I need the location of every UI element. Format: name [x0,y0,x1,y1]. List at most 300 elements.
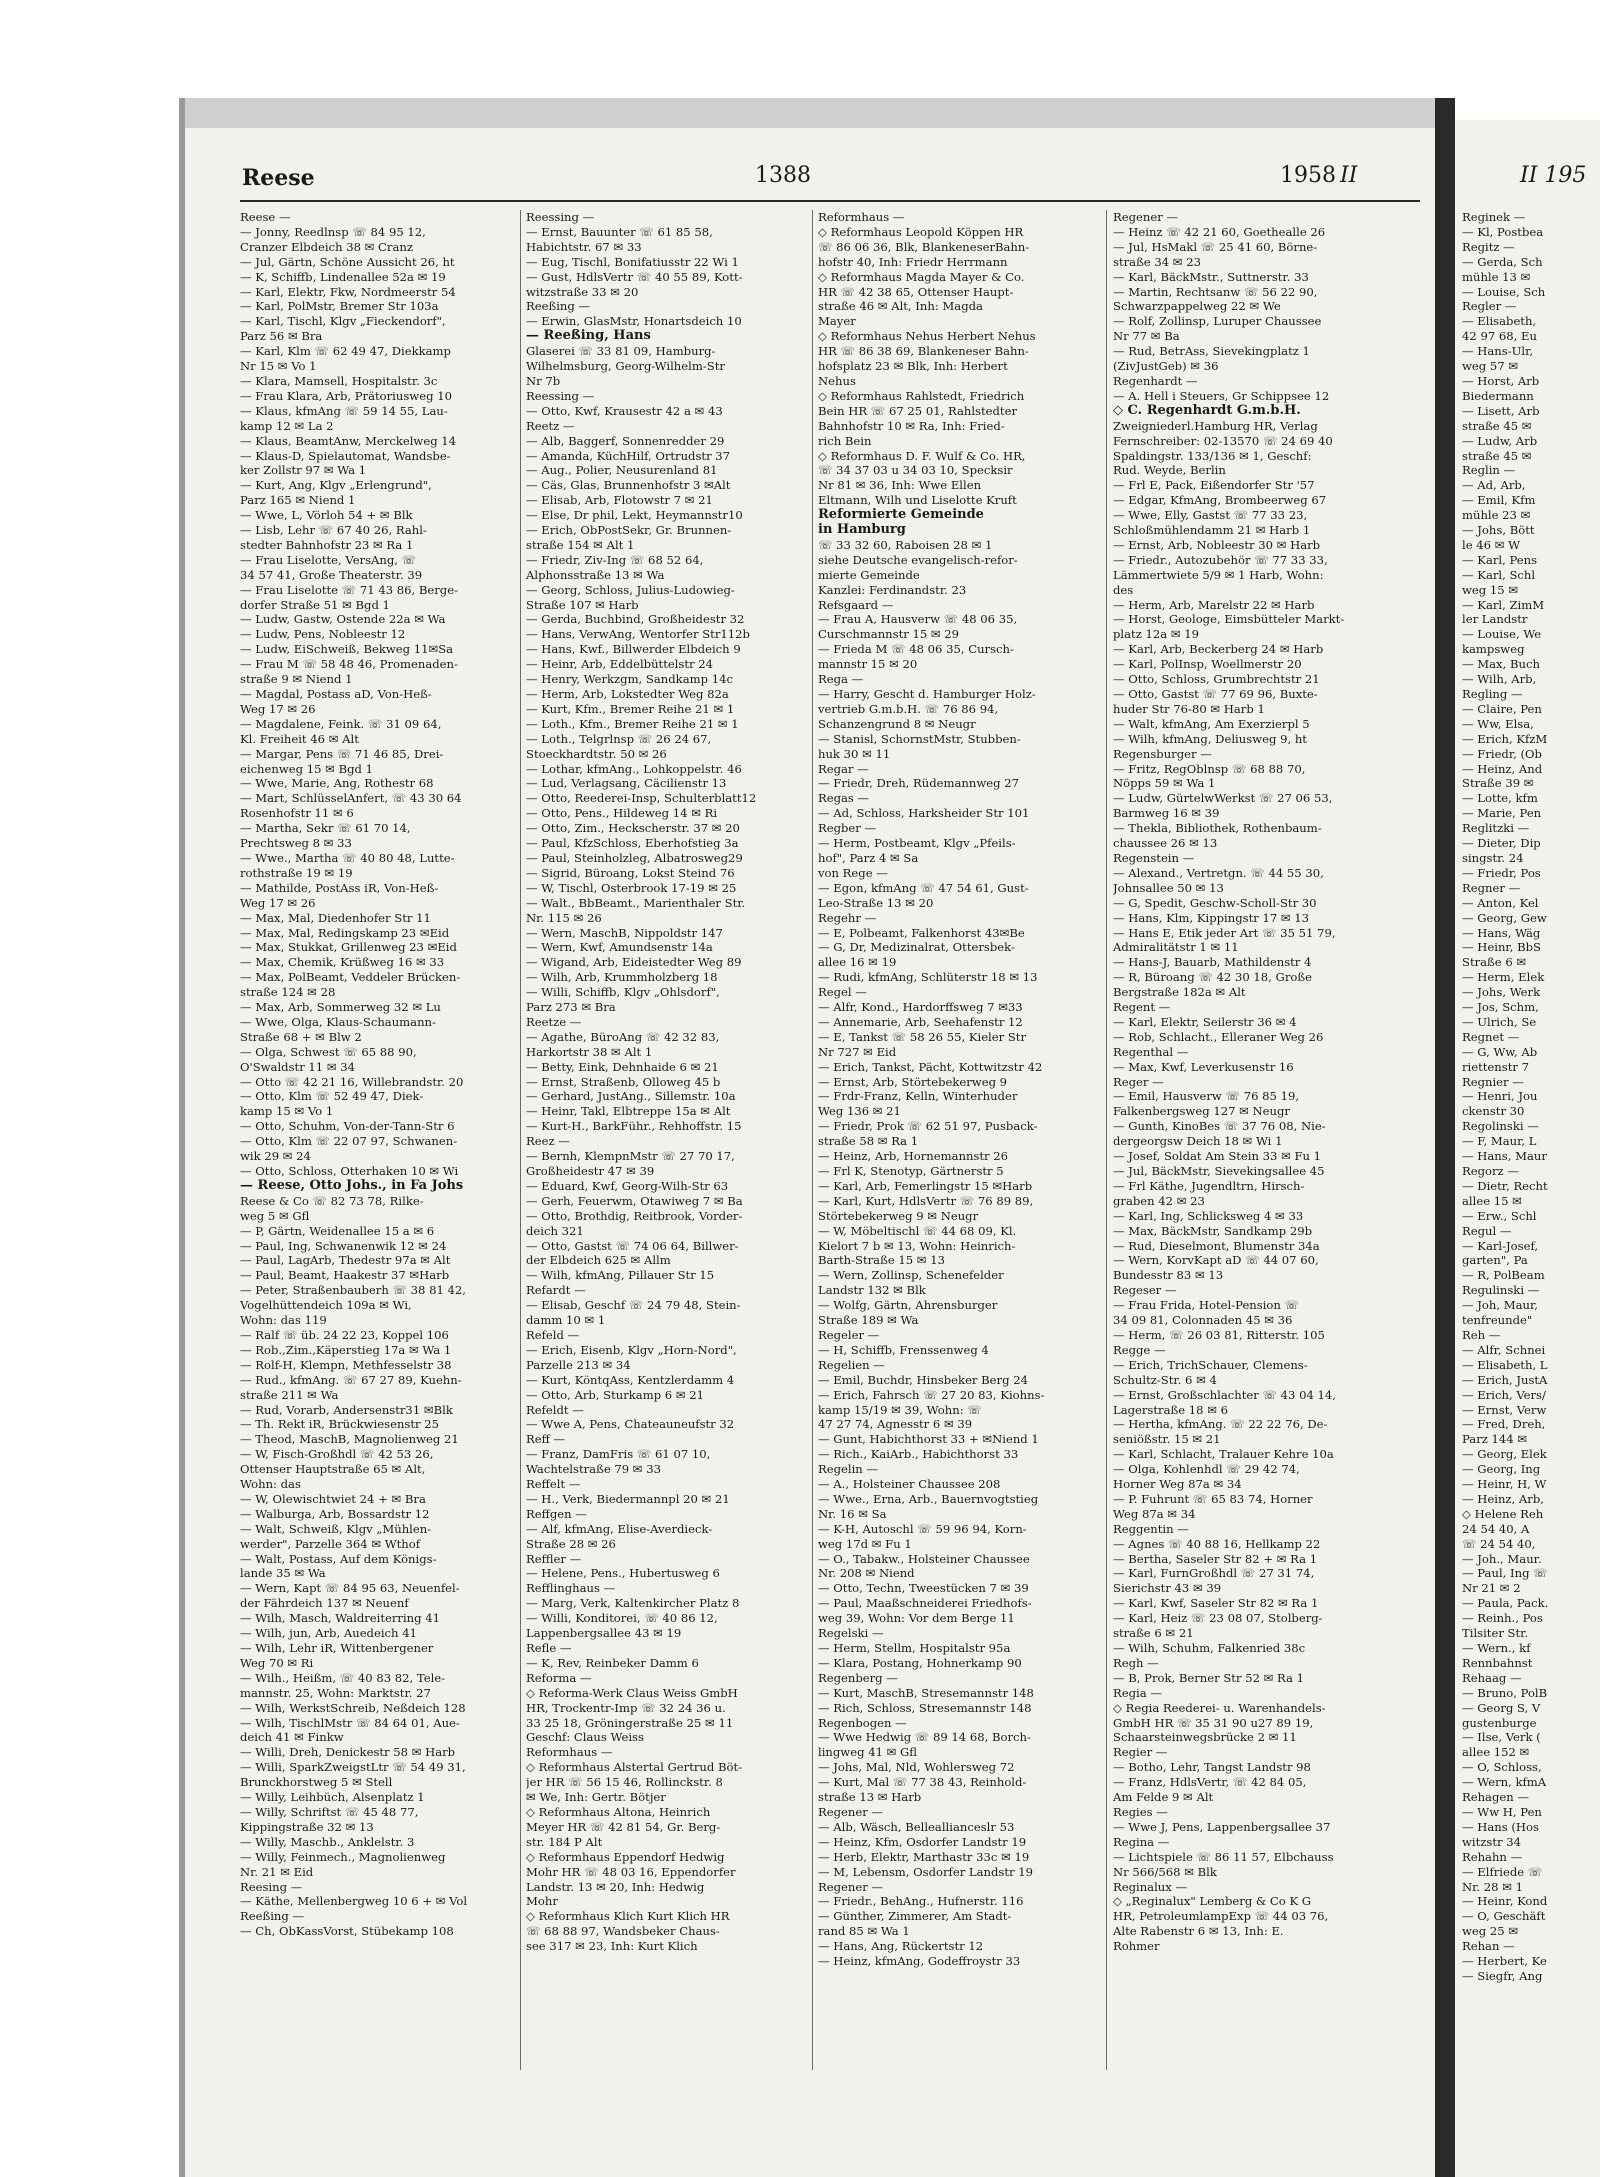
directory-entry-line: — K, Rev, Reinbeker Damm 6 [526,1655,699,1670]
directory-entry-line: — Anton, Kel [1462,895,1539,910]
directory-entry-line: — Gerda, Buchbind, Großheidestr 32 [526,612,745,627]
directory-entry-line: — Alb, Baggerf, Sonnenredder 29 [526,433,725,448]
directory-entry-line: Johnsallee 50 ✉ 13 [1113,880,1224,895]
directory-entry-line: Weg 136 ✉ 21 [818,1104,901,1119]
directory-entry-line: — Otto, Schuhm, Von-der-Tann-Str 6 [240,1119,455,1134]
directory-entry-line: — Friedr, Pos [1462,865,1541,880]
directory-entry-line: witzstraße 33 ✉ 20 [526,284,639,299]
directory-entry-line: — Wwe, Olga, Klaus-Schaumann- [240,1014,436,1029]
directory-entry-line: Refflinghaus — [526,1581,616,1596]
directory-entry-line: Störtebekerweg 9 ✉ Neugr [818,1208,979,1223]
directory-entry-line: — Margar, Pens ☏ 71 46 85, Drei- [240,746,444,761]
directory-entry-line: — Klara, Postang, Hohnerkamp 90 [818,1655,1022,1670]
directory-entry-line: jer HR ☏ 56 15 46, Rollinckstr. 8 [526,1775,723,1790]
directory-entry-line: — Wwe, Elly, Gastst ☏ 77 33 23, [1113,508,1308,523]
directory-entry-line: — Wwe, Marie, Ang, Rothestr 68 [240,776,434,791]
directory-entry-line: — Klara, Mamsell, Hospitalstr. 3c [240,373,438,388]
directory-entry-line: rich Bein [818,433,872,448]
page-gutter [1435,98,1455,2177]
directory-entry-line: Reh — [1462,1327,1501,1342]
directory-entry-line: Straße 107 ✉ Harb [526,597,639,612]
page-number: 1388 [755,163,811,188]
directory-entry-line: mühle 13 ✉ [1462,269,1531,284]
directory-entry-line: — Karl, PolMstr, Bremer Str 103a [240,299,439,314]
directory-entry-line: — Erich, KfzM [1462,731,1548,746]
directory-entry-line: — Karl, FurnGroßhdl ☏ 27 31 74, [1113,1566,1315,1581]
directory-entry-line: — Lisett, Arb [1462,403,1540,418]
directory-entry-line: — Erich, JustA [1462,1372,1548,1387]
directory-entry-line: — Betty, Eink, Dehnhaide 6 ✉ 21 [526,1059,719,1074]
directory-entry-line: Regener — [1113,210,1179,224]
directory-entry-line: — Otto, Klm ☏ 22 07 97, Schwanen- [240,1134,458,1149]
directory-entry-line: — Paul, Beamt, Haakestr 37 ✉Harb [240,1268,450,1283]
directory-entry-line: ☏ 86 06 36, Blk, BlankeneserBahn- [818,239,1030,254]
directory-entry-line: — Emil, Buchdr, Hinsbeker Berg 24 [818,1372,1028,1387]
directory-entry-line: — Loth., Kfm., Bremer Reihe 21 ✉ 1 [526,716,739,731]
directory-entry-line: Harkortstr 38 ✉ Alt 1 [526,1044,653,1059]
directory-entry-line: GmbH HR ☏ 35 31 90 u27 89 19, [1113,1715,1314,1730]
directory-entry-line: Sierichstr 43 ✉ 39 [1113,1581,1222,1596]
directory-entry-line: Parz 144 ✉ [1462,1432,1528,1447]
directory-entry-line: — Erich, TrichSchauer, Clemens- [1113,1357,1308,1372]
directory-entry-line: mannstr 15 ✉ 20 [818,657,918,672]
directory-entry-line: ler Landstr [1462,612,1528,627]
directory-entry-line: Curschmannstr 15 ✉ 29 [818,627,960,642]
directory-entry-line: — Erich, ObPostSekr, Gr. Brunnen- [526,523,732,538]
directory-entry-line: — Rolf, Zollinsp, Luruper Chaussee [1113,314,1322,329]
directory-entry-line: stedter Bahnhofstr 23 ✉ Ra 1 [240,537,414,552]
directory-entry-line: Cranzer Elbdeich 38 ✉ Cranz [240,239,413,254]
directory-entry-line: straße 211 ✉ Wa [240,1387,339,1402]
directory-entry-line: Regenstein — [1113,850,1195,865]
directory-entry-line: — Jul, Gärtn, Schöne Aussicht 26, ht [240,254,455,269]
directory-entry-line: — Wigand, Arb, Eideistedter Weg 89 [526,955,742,970]
directory-entry-line: Reetze — [526,1014,582,1029]
directory-entry-line: Rennbahnst [1462,1655,1533,1670]
directory-entry-line: Schaarsteinwegsbrücke 2 ✉ 11 [1113,1730,1297,1745]
directory-entry-line: — A., Holsteiner Chaussee 208 [818,1477,1001,1492]
directory-entry-line: — Otto, Pens., Hildeweg 14 ✉ Ri [526,806,718,821]
directory-entry-line: — Alb, Wäsch, Belleallianceslr 53 [818,1819,1015,1834]
directory-entry-line: Biedermann [1462,388,1534,403]
directory-entry-line: allee 16 ✉ 19 [818,955,897,970]
directory-entry-line: — Erw., Schl [1462,1208,1537,1223]
directory-entry-line: Fernschreiber: 02-13570 ☏ 24 69 40 [1113,433,1333,448]
directory-entry-line: — Wilh, Masch, Waldreiterring 41 [240,1611,441,1626]
directory-entry-line: — Frau Klara, Arb, Prätoriusweg 10 [240,388,452,403]
directory-entry-line: straße 45 ✉ [1462,448,1532,463]
directory-entry-line: — Paul, KfzSchloss, Eberhofstieg 3a [526,836,739,851]
directory-entry-line: — Alexand., Vertretgn. ☏ 44 55 30, [1113,865,1324,880]
directory-entry-line: — Ww, Elsa, [1462,716,1534,731]
directory-entry-line: — Heinr, BbS [1462,940,1541,955]
directory-entry-line: von Rege — [818,865,888,880]
directory-entry-line: Regel — [818,985,867,1000]
directory-entry-line: — Erich, Eisenb, Klgv „Horn-Nord", [526,1342,737,1357]
directory-entry-line: Nehus [818,373,856,388]
directory-entry-line: Admiralitätstr 1 ✉ 11 [1113,940,1239,955]
directory-entry-line: — Hans-J, Bauarb, Mathildenstr 4 [1113,955,1312,970]
directory-entry-line: ◇ Reformhaus Magda Mayer & Co. [818,269,1025,284]
directory-entry-line: Habichtstr. 67 ✉ 33 [526,239,642,254]
directory-entry-line: — Ralf ☏ üb. 24 22 23, Koppel 106 [240,1327,449,1342]
directory-entry-line: dorfer Straße 51 ✉ Bgd 1 [240,597,390,612]
year: 1958 [1280,163,1336,188]
directory-entry-line: Refle — [526,1641,572,1655]
directory-entry-line: Reffgen — [526,1506,587,1521]
directory-entry-line: — Agnes ☏ 40 88 16, Hellkamp 22 [1113,1536,1321,1551]
directory-entry-line: — Elisabeth, L [1462,1357,1548,1372]
directory-entry-line: — Georg S, V [1462,1700,1541,1715]
directory-entry-line: — H., Verk, Biedermannpl 20 ✉ 21 [526,1491,730,1506]
directory-entry-line: Refardt — [526,1283,586,1298]
directory-entry-line: — Annemarie, Arb, Seehafenstr 12 [818,1014,1023,1029]
directory-entry-line: weg 39, Wohn: Vor dem Berge 11 [818,1611,1015,1626]
directory-entry-line: — Walt, Schweiß, Klgv „Mühlen- [240,1521,432,1536]
directory-entry-line: Reessing — [526,210,595,224]
directory-entry-line: — Karl, Tischl, Klgv „Fieckendorf", [240,314,446,329]
directory-entry-line: — Ernst, Arb, Störtebekerweg 9 [818,1074,1008,1089]
directory-entry-line: — Karl, Arb, Femerlingstr 15 ✉Harb [818,1178,1033,1193]
directory-entry-line: — Max, Mal, Redingskamp 23 ✉Eid [240,925,450,940]
directory-entry-line: — Alfr, Kond., Hardorffsweg 7 ✉33 [818,1000,1023,1015]
directory-entry-line: Reffler — [526,1551,582,1566]
directory-entry-line: Alphonsstraße 13 ✉ Wa [526,567,665,582]
directory-entry-line: Regitz — [1462,239,1515,254]
directory-entry-line: — Hertha, kfmAng. ☏ 22 22 76, De- [1113,1417,1328,1432]
directory-entry-line: Rohmer [1113,1939,1160,1954]
directory-entry-line: — Ww H, Pen [1462,1804,1542,1819]
directory-entry-line: Regelin — [818,1462,879,1477]
directory-entry-line: Bein HR ☏ 67 25 01, Rahlstedter [818,403,1017,418]
directory-entry-line: Prechtsweg 8 ✉ 33 [240,836,352,851]
directory-entry-line: Weg 70 ✉ Ri [240,1655,314,1670]
directory-entry-line: — Ernst, Bauunter ☏ 61 85 58, [526,224,713,239]
directory-entry-line: — Max, BäckMstr, Sandkamp 29b [1113,1223,1312,1238]
directory-entry-line: — Rud, Vorarb, Andersenstr31 ✉Blk [240,1402,453,1417]
directory-entry-line: Reglin — [1462,463,1516,478]
directory-entry-line: Wilhelmsburg, Georg-Wilhelm-Str [526,359,725,374]
directory-entry-line: — Frieda M ☏ 48 06 35, Cursch- [818,642,1014,657]
directory-entry-line: — G, Ww, Ab [1462,1044,1538,1059]
directory-entry-line: — Wern, Kapt ☏ 84 95 63, Neuenfel- [240,1581,460,1596]
directory-entry-line: — Lotte, kfm [1462,791,1538,806]
directory-entry-line: — G, Spedit, Geschw-Scholl-Str 30 [1113,895,1317,910]
directory-entry-line: — Kurt-H., BarkFühr., Rehhoffstr. 15 [526,1119,742,1134]
directory-entry-line: — Johs, Mal, Nld, Wohlersweg 72 [818,1760,1015,1775]
directory-entry-line: Nr 81 ✉ 36, Inh: Wwe Ellen [818,478,982,493]
directory-entry-line: Rosenhofstr 11 ✉ 6 [240,806,354,821]
directory-entry-line: — Frl Käthe, Jugendltrn, Hirsch- [1113,1178,1305,1193]
directory-entry-line: — Frl E, Pack, Eißendorfer Str '57 [1113,478,1315,493]
header-rule [240,200,1420,202]
directory-entry-line: — B, Prok, Berner Str 52 ✉ Ra 1 [1113,1670,1305,1685]
directory-entry-line: — Herm, Arb, Marelstr 22 ✉ Harb [1113,597,1315,612]
directory-entry-line: allee 152 ✉ [1462,1745,1530,1760]
directory-entry-line: — Heinz ☏ 42 21 60, Goethealle 26 [1113,224,1326,239]
directory-entry-line: Regling — [1462,687,1523,701]
directory-entry-line: ckenstr 30 [1462,1104,1525,1119]
directory-entry-line: Nr. 115 ✉ 26 [526,910,602,925]
directory-entry-line: hofstr 40, Inh: Friedr Herrmann [818,254,1008,269]
directory-entry-line: ☏ 68 88 97, Wandsbeker Chaus- [526,1924,720,1939]
directory-entry-line: — F, Maur, L [1462,1134,1537,1149]
directory-entry-line: Regorz — [1462,1164,1519,1178]
column-4 [1113,210,1365,1954]
directory-entry-line: — Egon, kfmAng ☏ 47 54 61, Gust- [818,880,1029,895]
directory-entry-line: Wohn: das [240,1477,301,1492]
directory-entry-line: — Otto, Techn, Tweestücken 7 ✉ 39 [818,1581,1029,1596]
directory-entry-line: Reglitzki — [1462,821,1530,836]
directory-entry-line: Regar — [818,761,869,776]
directory-entry-line: ◇ „Reginalux" Lemberg & Co K G [1113,1894,1312,1909]
directory-entry-line: — Herb, Elektr, Marthastr 33c ✉ 19 [818,1849,1030,1864]
column-divider [1106,210,1107,2070]
directory-entry-line: Lappenbergsallee 43 ✉ 19 [526,1626,682,1641]
directory-entry-line: Rehagen — [1462,1790,1529,1805]
directory-entry-line: — P. Fuhrunt ☏ 65 83 74, Horner [1113,1491,1313,1506]
directory-entry-line: — Mart, SchlüsselAnfert, ☏ 43 30 64 [240,791,462,806]
directory-entry-line: — Hans, Wäg [1462,925,1541,940]
directory-entry-line: witzstr 34 [1462,1834,1521,1849]
directory-entry-line: — Stanisl, SchornstMstr, Stubben- [818,731,1021,746]
directory-entry-line: — Gerhard, JustAng., Sillemstr. 10a [526,1089,736,1104]
directory-entry-line: — Alfr, Schnei [1462,1342,1546,1357]
directory-entry-line: seniößstr. 15 ✉ 21 [1113,1432,1221,1447]
directory-entry-line: Refeldt — [526,1402,584,1417]
directory-entry-line: — Emil, Kfm [1462,493,1536,508]
directory-entry-line: — Agathe, BüroAng ☏ 42 32 83, [526,1029,720,1044]
volume: II [1340,163,1358,188]
directory-entry-line: Weg 17 ✉ 26 [240,701,316,716]
directory-entry-line: — Frdr-Franz, Kelln, Winterhuder [818,1089,1018,1104]
directory-entry-line: Reesing — [240,1879,303,1894]
directory-entry-line: rand 85 ✉ Wa 1 [818,1924,910,1939]
directory-entry-line: — Friedr., BehAng., Hufnerstr. 116 [818,1894,1024,1909]
directory-entry-line: — Else, Dr phil, Lekt, Heymannstr10 [526,508,743,523]
directory-entry-line: Reggentin — [1113,1521,1189,1536]
directory-entry-line: — Otto, Klm ☏ 52 49 47, Diek- [240,1089,424,1104]
directory-entry-line: kampsweg [1462,642,1525,657]
directory-entry-line: — Wilh, jun, Arb, Auedeich 41 [240,1626,417,1641]
directory-entry-line: — Elisab, Arb, Flotowstr 7 ✉ 21 [526,493,713,508]
directory-entry-line: — Marie, Pen [1462,806,1542,821]
directory-entry-line: Großheidestr 47 ✉ 39 [526,1164,655,1178]
directory-entry-line: — Joh, Maur, [1462,1298,1538,1313]
directory-entry-line: — Lothar, kfmAng., Lohkoppelstr. 46 [526,761,742,776]
directory-entry-line: ◇ Reforma-Werk Claus Weiss GmbH [526,1685,738,1700]
directory-entry-line: Lämmertwiete 5/9 ✉ 1 Harb, Wohn: [1113,567,1324,582]
directory-entry-line: — Max, Buch [1462,657,1540,672]
directory-entry-line: — Wilh, Schuhm, Falkenried 38c [1113,1641,1306,1655]
directory-entry-line: — Magdal, Postass aD, Von-Heß- [240,687,432,701]
directory-entry-line: Vogelhüttendeich 109a ✉ Wi, [240,1298,412,1313]
directory-entry-line: — Fred, Dreh, [1462,1417,1546,1432]
directory-entry-line: Nr. 16 ✉ Sa [818,1506,887,1521]
directory-entry-line: Regnier — [1462,1074,1524,1089]
directory-entry-line: Parz 56 ✉ Bra [240,329,323,344]
directory-entry-line: — Heinz, Kfm, Osdorfer Landstr 19 [818,1834,1027,1849]
directory-entry-line: Nr 21 ✉ 2 [1462,1581,1521,1596]
directory-entry-line: straße 34 ✉ 23 [1113,254,1201,269]
directory-entry-line: Mohr [526,1894,558,1909]
directory-entry-line: — Josef, Soldat Am Stein 33 ✉ Fu 1 [1113,1149,1322,1164]
directory-entry-line: — Jos, Schm, [1462,1000,1539,1015]
directory-entry-line: — Joh., Maur. [1462,1551,1542,1566]
directory-entry-line: — Wilh, Arb, [1462,672,1537,687]
directory-entry-line: garten", Pa [1462,1253,1528,1268]
directory-entry-line: Rehahn — [1462,1849,1523,1864]
directory-entry-line: ◇ Reformhaus Altona, Heinrich [526,1804,711,1819]
directory-entry-line: Rehan — [1462,1939,1515,1954]
directory-entry-line: — W, Tischl, Osterbrook 17-19 ✉ 25 [526,880,737,895]
directory-entry-line: — Heinr, Takl, Elbtreppe 15a ✉ Alt [526,1104,731,1119]
directory-entry-line: lingweg 41 ✉ Gfl [818,1745,918,1760]
directory-entry-line: — Ernst, Arb, Nobleestr 30 ✉ Harb [1113,537,1321,552]
directory-entry-line: — Georg, Schloss, Julius-Ludowieg- [526,582,735,597]
directory-entry-line: ✉ We, Inh: Gertr. Bötjer [526,1790,666,1805]
directory-entry-line: — Jul, BäckMstr, Sievekingsallee 45 [1113,1164,1325,1178]
directory-entry-line: chaussee 26 ✉ 13 [1113,836,1218,851]
directory-entry-line: 34 09 81, Colonnaden 45 ✉ 36 [1113,1313,1293,1328]
directory-entry-line: siehe Deutsche evangelisch-refor- [818,552,1018,567]
directory-entry-line: Mayer [818,314,856,329]
directory-entry-line: — Thekla, Bibliothek, Rothenbaum- [1113,821,1322,836]
directory-entry-line: — W, Olewischtwiet 24 + ✉ Bra [240,1491,426,1506]
directory-entry-line: — Kurt, KöntqAss, Kentzlerdamm 4 [526,1372,735,1387]
directory-entry-line: — Frau A, Hausverw ☏ 48 06 35, [818,612,1018,627]
directory-entry-line: Regenbogen — [818,1715,907,1730]
directory-entry-line: — Rud., kfmAng. ☏ 67 27 89, Kuehn- [240,1372,462,1387]
directory-entry-line: Nr 566/568 ✉ Blk [1113,1864,1217,1879]
directory-entry-line: — Karl, Elektr, Seilerstr 36 ✉ 4 [1113,1014,1297,1029]
directory-entry-line: — Hans, Kwf., Billwerder Elbdeich 9 [526,642,741,657]
directory-entry-line: — K-H, Autoschl ☏ 59 96 94, Korn- [818,1521,1027,1536]
directory-entry-line: Regber — [818,821,877,836]
directory-entry-line: — Gunth, KinoBes ☏ 37 76 08, Nie- [1113,1119,1326,1134]
directory-entry-line: weg 57 ✉ [1462,359,1519,374]
directory-entry-line: — Herm, Postbeamt, Klgv „Pfeils- [818,836,1016,851]
directory-entry-line: — Lichtspiele ☏ 86 11 57, Elbchauss [1113,1849,1334,1864]
directory-entry-line: platz 12a ✉ 19 [1113,627,1199,642]
column-3 [818,210,1070,1969]
directory-entry-line: — Ch, ObKassVorst, Stübekamp 108 [240,1924,454,1939]
directory-entry-line: — Ernst, Verw [1462,1402,1547,1417]
directory-entry-line: — Walt., BbBeamt., Marienthaler Str. [526,895,746,910]
directory-entry-line: rothstraße 19 ✉ 19 [240,865,353,880]
directory-entry-line: — E, Polbeamt, Falkenhorst 43✉Be [818,925,1025,940]
directory-entry-line: — Elisab, Geschf ☏ 24 79 48, Stein- [526,1298,741,1313]
directory-entry-line: — Helene, Pens., Hubertusweg 6 [526,1566,720,1581]
directory-entry-line: kamp 15/19 ✉ 39, Wohn: ☏ [818,1402,982,1417]
directory-entry-line: — Cäs, Glas, Brunnenhofstr 3 ✉Alt [526,478,731,493]
directory-entry-line: — Franz, HdlsVertr, ☏ 42 84 05, [1113,1775,1307,1790]
directory-entry-line: — Rud, BetrAss, Sievekingplatz 1 [1113,344,1310,359]
directory-entry-line: — Rich, Schloss, Stresemannstr 148 [818,1700,1032,1715]
directory-entry-line: huder Str 76-80 ✉ Harb 1 [1113,701,1265,716]
directory-entry-line: — Rudi, kfmAng, Schlüterstr 18 ✉ 13 [818,970,1038,985]
directory-entry-line: weg 5 ✉ Gfl [240,1208,310,1223]
directory-entry-line: damm 10 ✉ 1 [526,1313,606,1328]
directory-entry-line: — Louise, We [1462,627,1542,642]
directory-entry-line: — Max, PolBeamt, Veddeler Brücken- [240,970,461,985]
directory-entry-line: — Wolfg, Gärtn, Ahrensburger [818,1298,998,1313]
directory-entry-line: — R, PolBeam [1462,1268,1545,1283]
directory-entry-line: — Otto, Reederei-Insp, Schulterblatt12 [526,791,757,806]
directory-entry-line: Rud. Weyde, Berlin [1113,463,1226,478]
directory-entry-line: ☏ 34 37 03 u 34 03 10, Specksir [818,463,1013,478]
directory-entry-line: — Karl, Pens [1462,552,1538,567]
directory-entry-line: Falkenbergsweg 127 ✉ Neugr [1113,1104,1290,1119]
directory-entry-line: — Otto, Schloss, Grumbrechtstr 21 [1113,672,1320,687]
directory-entry-line: Straße 189 ✉ Wa [818,1313,919,1328]
directory-entry-line: — Claire, Pen [1462,701,1542,716]
directory-entry-line: — Heinz, And [1462,761,1543,776]
directory-entry-line: des [1113,582,1134,597]
directory-entry-line: — Herbert, Ke [1462,1954,1547,1969]
directory-entry-line: Reeßing — [526,299,591,314]
next-page-column [1462,210,1600,1984]
directory-entry-line: — Magdalene, Feink. ☏ 31 09 64, [240,716,442,731]
directory-entry-line: — Käthe, Mellenbergweg 10 6 + ✉ Vol [240,1894,468,1909]
directory-entry-line: — Gerh, Feuerwm, Otawiweg 7 ✉ Ba [526,1193,743,1208]
directory-entry-line: straße 46 ✉ Alt, Inh: Magda [818,299,983,314]
directory-entry-line: singstr. 24 [1462,850,1524,865]
directory-entry-line: lande 35 ✉ Wa [240,1566,326,1581]
directory-entry-line: HR, Trockentr-Imp ☏ 32 24 36 u. [526,1700,726,1715]
directory-entry-line: eichenweg 15 ✉ Bgd 1 [240,761,374,776]
directory-entry-line: — O, Geschäft [1462,1909,1546,1924]
directory-entry-line: — Klaus, BeamtAnw, Merckelweg 14 [240,433,457,448]
directory-entry-line: Bundesstr 83 ✉ 13 [1113,1268,1224,1283]
directory-entry-line: Regier — [1113,1745,1168,1760]
directory-entry-line: — Frau Liselotte ☏ 71 43 86, Berge- [240,582,459,597]
directory-entry-line: — Georg, Gew [1462,910,1547,925]
directory-entry-line: — Loth., Telgrlnsp ☏ 26 24 67, [526,731,712,746]
directory-entry-line: — Wilh, kfmAng, Pillauer Str 15 [526,1268,715,1283]
directory-entry-line: Mohr HR ☏ 48 03 16, Eppendorfer [526,1864,736,1879]
directory-entry-line: — Th. Rekt iR, Brückwiesenstr 25 [240,1417,440,1432]
directory-entry-line: — Walt, Postass, Auf dem Königs- [240,1551,437,1566]
directory-entry-line: Barth-Straße 15 ✉ 13 [818,1253,945,1268]
directory-entry-line: le 46 ✉ W [1462,537,1521,552]
directory-entry-line: — Ad, Schloss, Harksheider Str 101 [818,806,1030,821]
directory-entry-line: — O, Schloss, [1462,1760,1542,1775]
directory-entry-line: weg 15 ✉ [1462,582,1519,597]
directory-entry-line: Reformierte Gemeinde [818,508,984,523]
directory-entry-line: Landstr 132 ✉ Blk [818,1283,926,1298]
directory-entry-line: 47 27 74, Agnesstr 6 ✉ 39 [818,1417,973,1432]
directory-entry-line: — Herm, Elek [1462,970,1545,985]
directory-entry-line: Regelski — [818,1626,884,1641]
directory-entry-line: — Henri, Jou [1462,1089,1538,1104]
directory-entry-line: — Wwe Hedwig ☏ 89 14 68, Borch- [818,1730,1031,1745]
directory-entry-line: Kanzlei: Ferdinandstr. 23 [818,582,967,597]
directory-entry-line: — Paula, Pack. [1462,1596,1549,1611]
directory-entry-line: dergeorgsw Deich 18 ✉ Wi 1 [1113,1134,1283,1149]
running-head: Reese [242,165,315,191]
directory-entry-line: — Georg, Elek [1462,1447,1547,1462]
directory-entry-line: Parzelle 213 ✉ 34 [526,1357,631,1372]
directory-entry-line: — Max, Chemik, Krüßweg 16 ✉ 33 [240,955,445,970]
column-2 [526,210,778,1954]
directory-entry-line: Tilsiter Str. [1462,1626,1529,1641]
directory-entry-line: — Ludw, Gastw, Ostende 22a ✉ Wa [240,612,446,627]
directory-entry-line: Parz 273 ✉ Bra [526,1000,616,1015]
directory-entry-line: Brunckhorstweg 5 ✉ Stell [240,1775,393,1790]
directory-entry-line: — Wwe, L, Vörloh 54 + ✉ Blk [240,508,413,523]
column-1 [240,210,492,1939]
